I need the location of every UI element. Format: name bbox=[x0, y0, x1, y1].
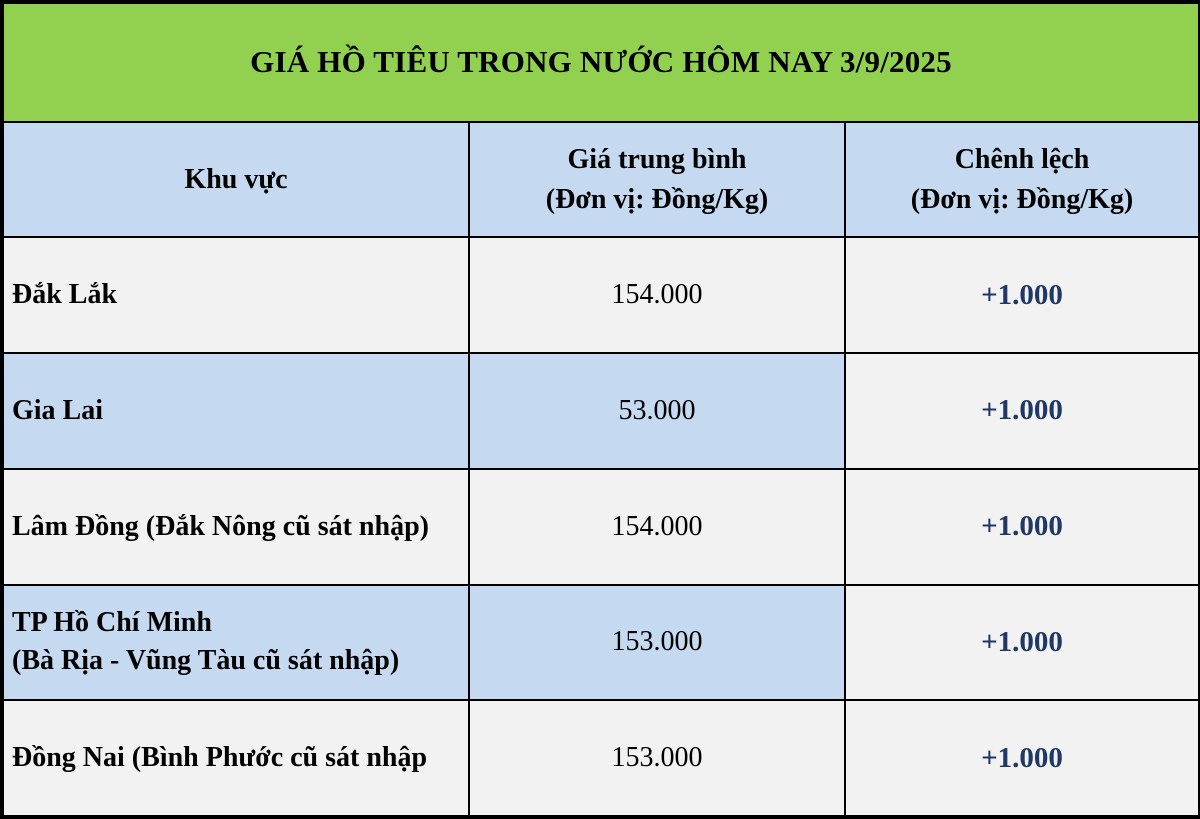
header-region bbox=[3, 122, 469, 238]
diff-cell: +1.000 bbox=[845, 585, 1199, 701]
region-name: Lâm Đồng (Đắk Nông cũ sát nhập) bbox=[12, 510, 429, 542]
header-diff bbox=[845, 122, 1199, 238]
region-note: (Bà Rịa - Vũng Tàu cũ sát nhập) bbox=[12, 645, 400, 677]
pepper-price-table bbox=[2, 2, 1200, 817]
price-cell: 53.000 bbox=[469, 353, 845, 469]
header-price bbox=[469, 122, 845, 238]
header-price-unit: (Đơn vị: Đồng/Kg) bbox=[545, 183, 769, 215]
region-cell bbox=[3, 700, 469, 816]
diff-cell: +1.000 bbox=[845, 237, 1199, 353]
table-header-row bbox=[3, 122, 1199, 238]
table-row bbox=[3, 585, 1199, 701]
price-cell: 153.000 bbox=[469, 585, 845, 701]
header-diff-label: Chênh lệch bbox=[954, 143, 1090, 175]
header-diff-unit: (Đơn vị: Đồng/Kg) bbox=[910, 183, 1134, 215]
table-title: GIÁ HỒ TIÊU TRONG NƯỚC HÔM NAY 3/9/2025 bbox=[3, 3, 1199, 122]
region-name: Đồng Nai (Bình Phước cũ sát nhập bbox=[12, 742, 428, 774]
price-cell: 154.000 bbox=[469, 237, 845, 353]
table-row bbox=[3, 237, 1199, 353]
region-name: Gia Lai bbox=[12, 394, 104, 426]
diff-cell: +1.000 bbox=[845, 700, 1199, 816]
table-row bbox=[3, 700, 1199, 816]
region-cell bbox=[3, 353, 469, 469]
region-name: Đắk Lắk bbox=[12, 279, 118, 311]
table-title-row bbox=[3, 3, 1199, 122]
diff-cell: +1.000 bbox=[845, 353, 1199, 469]
region-cell bbox=[3, 585, 469, 701]
table-row bbox=[3, 469, 1199, 585]
diff-cell: +1.000 bbox=[845, 469, 1199, 585]
region-cell bbox=[3, 469, 469, 585]
region-name: TP Hồ Chí Minh bbox=[12, 607, 212, 639]
header-region-label: Khu vực bbox=[184, 163, 288, 195]
price-cell: 154.000 bbox=[469, 469, 845, 585]
price-cell: 153.000 bbox=[469, 700, 845, 816]
region-cell bbox=[3, 237, 469, 353]
table-row bbox=[3, 353, 1199, 469]
header-price-label: Giá trung bình bbox=[567, 143, 747, 175]
